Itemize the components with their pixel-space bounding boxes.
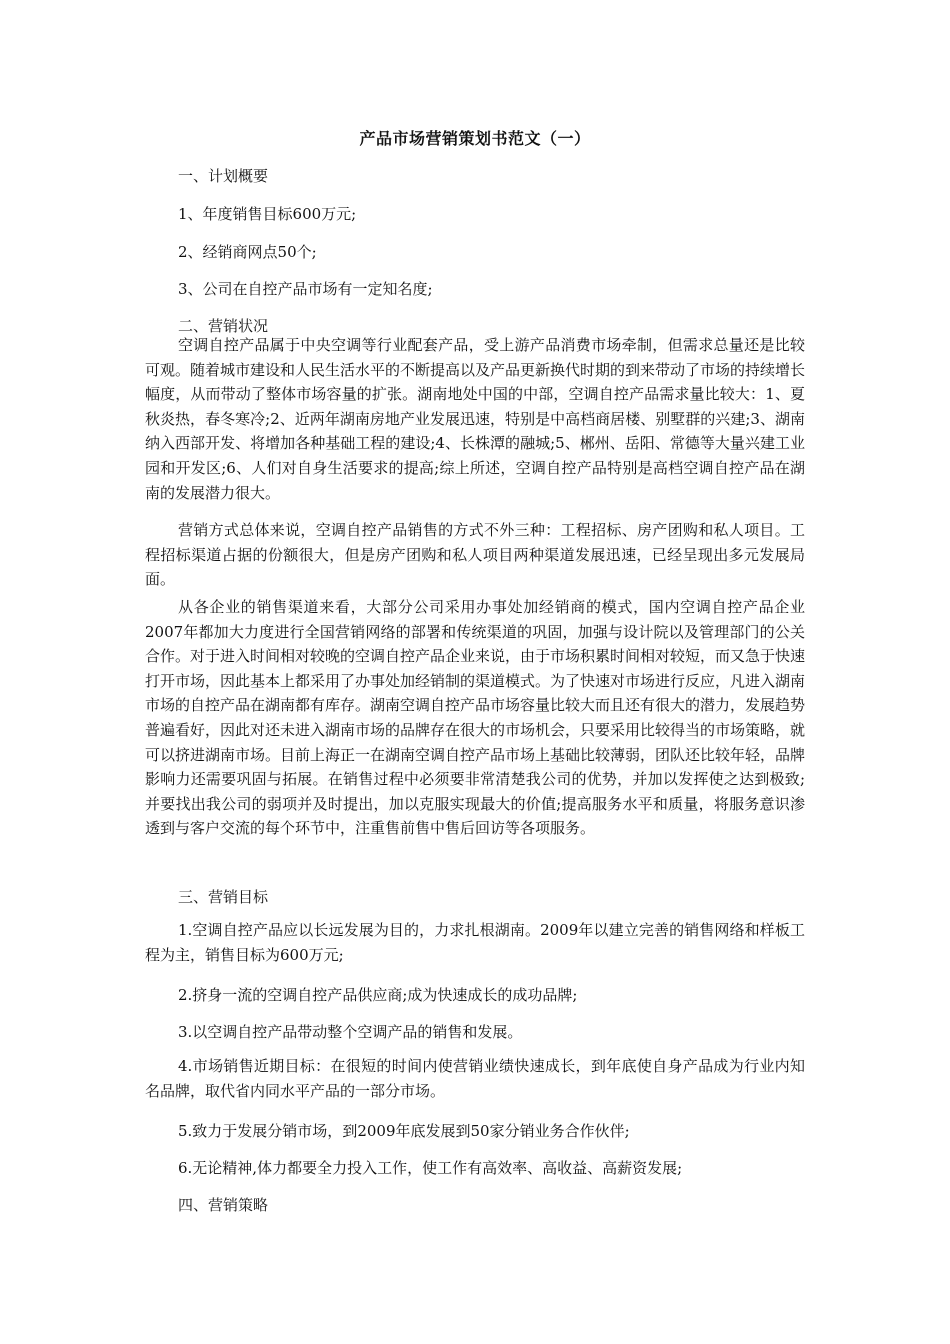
- section-heading-plan-summary: 一、计划概要: [178, 167, 269, 185]
- goal-item-2: 2.挤身一流的空调自控产品供应商;成为快速成长的成功品牌;: [178, 986, 578, 1004]
- goal-item-5: 5.致力于发展分销市场，到2009年底发展到50家分销业务合作伙伴;: [178, 1122, 630, 1140]
- plan-item-2: 2、经销商网点50个;: [178, 243, 317, 261]
- section-heading-marketing-strategy: 四、营销策略: [178, 1196, 269, 1214]
- plan-item-1: 1、年度销售目标600万元;: [178, 205, 357, 223]
- plan-item-3: 3、公司在自控产品市场有一定知名度;: [178, 280, 433, 298]
- goal-item-1: 1.空调自控产品应以长远发展为目的，力求扎根湖南。2009年以建立完善的销售网络和样板工程为主，销售目标为600万元;: [145, 921, 805, 964]
- section-heading-marketing-goals: 三、营销目标: [178, 888, 269, 906]
- goal-item-4: 4.市场销售近期目标：在很短的时间内使营销业绩快速成长，到年底使自身产品成为行业内知名品牌，取代省内同水平产品的一部分市场。: [145, 1057, 805, 1100]
- document-title: 产品市场营销策划书范文（一）: [359, 129, 591, 148]
- goal-item-3: 3.以空调自控产品带动整个空调产品的销售和发展。: [178, 1023, 523, 1041]
- status-paragraph-3: 从各企业的销售渠道来看，大部分公司采用办事处加经销商的模式，国内空调自控产品企业2007年都加大力度进行全国营销网络的部署和传统渠道的巩固，加强与设计院以及管理部门的公关合作。对于进入时间相对较晚的空调自控产品企业来说，由于市场积累时间相对较短，而又急于快速打开市场，因此基本上都采用了办事处加经销制的渠道模式。为了快速对市场进行反应，凡进入湖南市场的自控产品在湖南都有库存。湖南空调自控产品市场容量比较大而且还有很大的潜力，发展趋势普遍看好，因此对还未进入湖南市场的品牌存在很大的市场机会，只要采用比较得当的市场策略，就可以挤进湖南市场。目前上海正一在湖南空调自控产品市场上基础比较薄弱，团队还比较年轻，品牌影响力还需要巩固与拓展。在销售过程中必须要非常清楚我公司的优势，并加以发挥使之达到极致;并要找出我公司的弱项并及时提出，加以克服实现最大的价值;提高服务水平和质量，将服务意识渗透到与客户交流的每个环节中，注重售前售中售后回访等各项服务。: [145, 598, 806, 838]
- goal-item-6: 6.无论精神,体力都要全力投入工作，使工作有高效率、高收益、高薪资发展;: [178, 1159, 683, 1177]
- status-paragraph-1: 空调自控产品属于中央空调等行业配套产品，受上游产品消费市场牵制，但需求总量还是比较可观。随着城市建设和人民生活水平的不断提高以及产品更新换代时期的到来带动了市场的持续增长幅度，从而带动了整体市场容量的扩张。湖南地处中国的中部，空调自控产品需求量比较大：1、夏秋炎热，春冬寒冷;2、近两年湖南房地产业发展迅速，特别是中高档商居楼、别墅群的兴建;3、湖南纳入西部开发、将增加各种基础工程的建设;4、长株潭的融城;5、郴州、岳阳、常德等大量兴建工业园和开发区;6、人们对自身生活要求的提高;综上所述，空调自控产品特别是高档空调自控产品在湖南的发展潜力很大。: [145, 336, 806, 502]
- status-paragraph-2: 营销方式总体来说，空调自控产品销售的方式不外三种：工程招标、房产团购和私人项目。工程招标渠道占据的份额很大，但是房产团购和私人项目两种渠道发展迅速，已经呈现出多元发展局面。: [145, 521, 805, 589]
- section-heading-marketing-status: 二、营销状况: [178, 317, 269, 335]
